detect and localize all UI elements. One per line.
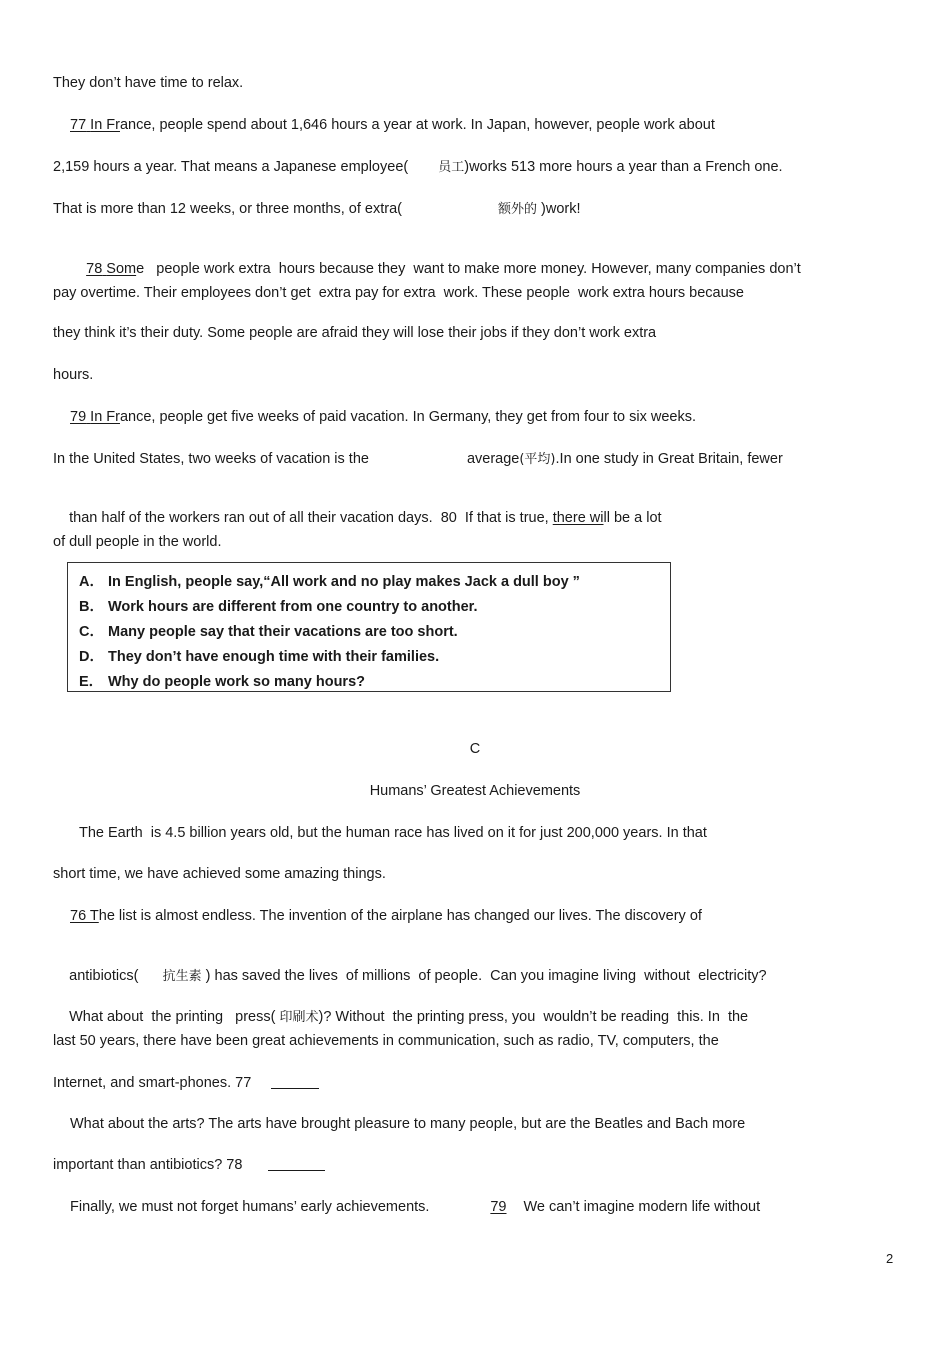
option-key: A． [79,574,104,590]
chinese-gloss: 抗生素 [162,969,202,984]
question-number: 79 [70,409,87,425]
option-key: E． [79,674,104,690]
text-span: e people work extra hours because they want to make more money. However, many companies don’t [136,261,801,277]
text-line: of dull people in the world. [53,534,222,550]
text-span: antibiotics( [69,968,139,984]
option-key: B． [79,599,104,615]
options-box [67,562,671,692]
text-span: We can’t imagine modern life without [523,1199,761,1215]
text-line: What about the arts? The arts have brought pleasure to many people, but are the Beatles and Bach more [70,1116,746,1132]
underlined-text: In Fr [90,117,120,133]
underlined-text: Som [106,261,137,277]
page-number: 2 [886,1251,894,1266]
text-span: ance, people get five weeks of paid vacation. In Germany, they get from four to six weeks. [119,409,696,425]
option-text: Many people say that their vacations are too short. [108,624,458,640]
answer-blank-78[interactable] [268,1156,325,1171]
text-span: Internet, and smart-phones. 77 [53,1075,252,1091]
paragraph-77 [70,116,715,134]
text-line [53,450,783,469]
text-line [53,1156,325,1174]
paragraph-76 [70,907,702,925]
text-span: In the United States, two weeks of vacation is the [53,451,369,467]
text-line [70,1198,760,1216]
section-label: C [469,741,481,757]
chinese-gloss: 员工 [438,160,465,175]
passage-title: Humans’ Greatest Achievements [369,783,581,799]
text-line: short time, we have achieved some amazing things. [53,866,386,882]
text-line: hours. [53,367,94,383]
text-span: Finally, we must not forget humans’ early achievements. [70,1199,430,1215]
option-a [79,570,670,595]
text-span: That is more than 12 weeks, or three months, of extra( [53,201,402,217]
text-span: .In one study in Great Britain, fewer [555,451,783,467]
text-span: he list is almost endless. The invention of the airplane has changed our lives. The discovery of [98,908,702,924]
text-line: The Earth is 4.5 billion years old, but the human race has lived on it for just 200,000 years. In that [79,825,707,841]
option-key: D． [79,649,104,665]
text-span: ) has saved the lives of millions of people. Can you imagine living without electricity? [205,968,767,984]
text-span: 2,159 hours a year. That means a Japanese employee( [53,159,409,175]
text-line [53,200,581,219]
question-number: 76 T [70,908,99,924]
text-line: pay overtime. Their employees don’t get extra pay for extra work. These people work extra hours because [53,285,744,301]
option-c [79,620,670,645]
option-text: They don’t have enough time with their families. [108,649,440,665]
option-key: C． [79,624,104,640]
answer-blank-77[interactable] [271,1074,319,1089]
text-span: )works 513 more hours a year than a French one. [464,159,783,175]
option-text: Work hours are different from one country to another. [108,599,478,615]
chinese-gloss: 印刷术 [279,1010,319,1025]
chinese-gloss: 额外的 [497,202,537,217]
underlined-text: In Fr [90,409,120,425]
question-number: 77 [70,117,87,133]
text-span: than half of the workers ran out of all their vacation days. 80 If that is true, [69,510,553,526]
option-text: Why do people work so many hours? [108,674,365,690]
text-line: They don’t have time to relax. [53,75,244,91]
chinese-gloss: (平均) [519,452,556,467]
text-line [53,1074,319,1092]
text-span: ll be a lot [603,510,662,526]
text-line: they think it’s their duty. Some people are afraid they will lose their jobs if they don’t work extra [53,325,657,341]
option-b [79,595,670,620]
text-span: ance, people spend about 1,646 hours a year at work. In Japan, however, people work about [119,117,715,133]
question-number: 79 [490,1199,507,1215]
text-line: last 50 years, there have been great achievements in communication, such as radio, TV, computers, the [53,1033,719,1049]
text-span: )work! [541,201,581,217]
text-span: )? Without the printing press, you wouldn’t be reading this. In the [318,1009,749,1025]
option-text: In English, people say,“All work and no play makes Jack a dull boy ” [108,574,580,590]
text-line [53,158,783,177]
text-span: average [466,451,520,467]
paragraph-79 [70,408,696,426]
underlined-text: there wi [552,510,604,526]
option-e [79,670,670,695]
text-span: What about the printing press( [69,1009,276,1025]
text-span: important than antibiotics? 78 [53,1157,243,1173]
question-number: 78 [86,261,103,277]
option-d [79,645,670,670]
